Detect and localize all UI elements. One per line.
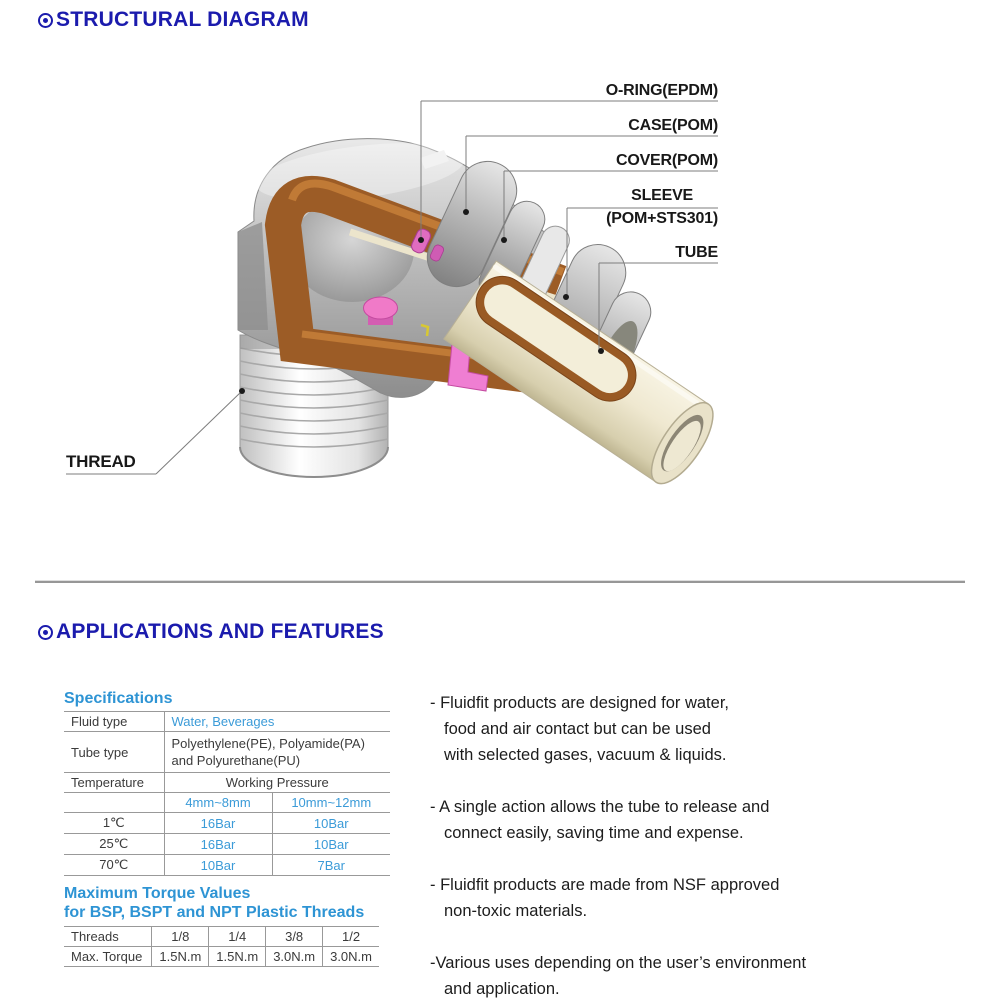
specifications-title: Specifications (64, 690, 173, 707)
torque-max-label: Max. Torque (64, 947, 152, 967)
label-sleeve-line2: (POM+STS301) (606, 210, 718, 227)
table-row (64, 732, 390, 773)
spec-tube-value: Polyethylene(PE), Polyamide(PA) and Polyurethane(PU) (164, 732, 390, 773)
torque-thread-size: 3/8 (266, 927, 323, 947)
torque-block (64, 884, 394, 967)
torque-table (64, 926, 379, 967)
feature-text: and application. (444, 980, 560, 998)
spec-pressure-large: 10Bar (272, 834, 390, 855)
feature-text: -Various uses depending on the user’s environment (430, 954, 807, 972)
applications-heading (38, 620, 384, 644)
spec-size-small: 4mm~8mm (164, 793, 272, 813)
spec-pressure-small: 10Bar (164, 855, 272, 876)
spec-fluid-value: Water, Beverages (164, 712, 390, 732)
label-oring: O-RING(EPDM) (605, 82, 718, 99)
feature-text: connect easily, saving time and expense. (444, 824, 744, 842)
table-row (64, 712, 390, 732)
list-item (430, 950, 990, 1000)
spec-pressure-small: 16Bar (164, 813, 272, 834)
feature-text: non-toxic materials. (444, 902, 588, 920)
circle-dot-icon-core (43, 630, 48, 635)
spec-pressure-large: 10Bar (272, 813, 390, 834)
feature-text: food and air contact but can be used (444, 720, 711, 738)
torque-thread-size: 1/2 (323, 927, 379, 947)
feature-text: - Fluidfit products are designed for water, (430, 694, 729, 712)
torque-value: 3.0N.m (266, 947, 323, 967)
structural-diagram-title: STRUCTURAL DIAGRAM (56, 8, 309, 31)
table-row (64, 834, 390, 855)
circle-dot-icon (38, 625, 53, 640)
torque-title-line2: for BSP, BSPT and NPT Plastic Threads (64, 904, 365, 921)
spec-temp-value: 25℃ (64, 834, 164, 855)
torque-title-line1: Maximum Torque Values (64, 885, 251, 902)
torque-value: 1.5N.m (209, 947, 266, 967)
spec-pressure-small: 16Bar (164, 834, 272, 855)
spec-temp-label: Temperature (64, 773, 164, 793)
table-row (64, 947, 379, 967)
torque-value: 1.5N.m (152, 947, 209, 967)
label-tube: TUBE (675, 244, 718, 261)
spec-tube-label: Tube type (64, 732, 164, 773)
spec-temp-value: 1℃ (64, 813, 164, 834)
list-item (430, 794, 990, 846)
label-sleeve (606, 187, 718, 228)
torque-value: 3.0N.m (323, 947, 379, 967)
feature-text: - Fluidfit products are made from NSF approved (430, 876, 780, 894)
feature-text: - A single action allows the tube to release and (430, 798, 770, 816)
label-cover: COVER(POM) (615, 152, 718, 169)
spec-fluid-label: Fluid type (64, 712, 164, 732)
table-row (64, 793, 390, 813)
label-thread: THREAD (66, 452, 136, 471)
list-item (430, 690, 990, 768)
torque-threads-label: Threads (64, 927, 152, 947)
spec-pressure-header: Working Pressure (164, 773, 390, 793)
torque-thread-size: 1/4 (209, 927, 266, 947)
spec-pressure-large: 7Bar (272, 855, 390, 876)
feature-text: with selected gases, vacuum & liquids. (444, 746, 727, 764)
list-item (430, 872, 990, 924)
spec-temp-value: 70℃ (64, 855, 164, 876)
label-sleeve-line1: SLEEVE (631, 187, 694, 204)
features-list (430, 690, 990, 1000)
table-row (64, 813, 390, 834)
label-case: CASE(POM) (628, 117, 718, 134)
section-divider (35, 581, 965, 583)
torque-thread-size: 1/8 (152, 927, 209, 947)
specifications-table (64, 711, 390, 876)
spec-size-spacer (64, 793, 164, 813)
table-row (64, 773, 390, 793)
table-row (64, 855, 390, 876)
specifications-block (64, 689, 394, 876)
table-row (64, 927, 379, 947)
applications-title: APPLICATIONS AND FEATURES (56, 620, 384, 643)
spec-size-large: 10mm~12mm (272, 793, 390, 813)
